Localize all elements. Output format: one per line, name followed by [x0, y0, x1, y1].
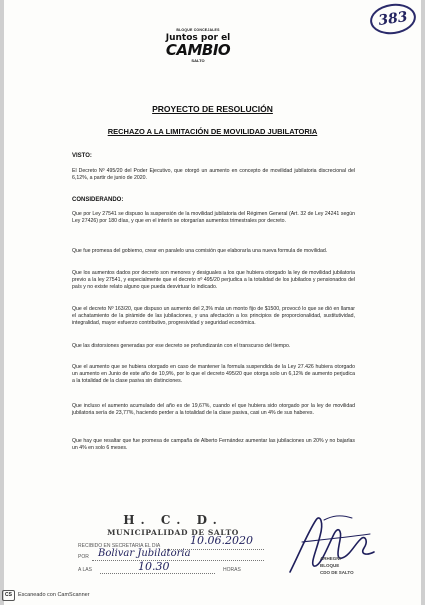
considerando-paragraph: Que los aumentos dados por decreto son menores y desiguales a los que hubiera otorgado la ley de movilidad jubilatoria previo a la ley 27541, y especialmente que el decreto nº 495/20 perjudica a la totalidad de los jubilados y pensionados del país y no existe relato alguno que pueda desvirtuar lo indicado. [72, 270, 355, 291]
considerando-paragraph: Que por Ley 27541 se dispuso la suspensión de la movilidad jubilatoria del Régimen General (Art. 32 de Ley 24241 según Ley 27426) por 180 días, y que en el interín se otorgarían aumentos trimestrales por decreto. [72, 211, 355, 225]
visto-label: VISTO: [72, 153, 92, 159]
stamp-subtitle: MUNICIPALIDAD DE SALTO [107, 528, 239, 537]
logo-line4: SALTO [191, 58, 205, 63]
considerando-label: CONSIDERANDO: [72, 197, 124, 203]
scanner-footer [2, 589, 90, 601]
stamp-row-by-label: POR [78, 554, 89, 560]
considerando-paragraph: Que las distorsiones generadas por ese decreto se profundizarán con el transcurso del tiempo. [72, 343, 291, 349]
scan-right-edge [421, 0, 425, 605]
reception-stamp [78, 513, 268, 577]
stamp-received-date: 10.06.2020 [190, 534, 253, 547]
logo-line3: CAMBIO [165, 41, 231, 59]
logo-line1: BLOQUE CONCEJALES [176, 28, 220, 32]
handwritten-page-number: 383 [368, 1, 418, 37]
considerando-paragraph: Que hay que resaltar que fue promesa de campaña de Alberto Fernández aumentar las jubilaciones un 20% y no bajarlas un 4% en solo 6 meses. [72, 438, 355, 452]
stamp-row-by-line [92, 560, 264, 561]
considerando-paragraph: Que el aumento que se hubiera otorgado en caso de mantener la formula suspendida de la Ley 27.426 hubiera otorgado un aumento en Junio de este año de 10,9%, por lo que el decreto 495/20 que otorga solo un 6,12% de aumento perjudica a la totalidad de la clase pasiva sin distinciones. [72, 364, 355, 385]
document-subtitle: RECHAZO A LA LIMITACIÓN DE MOVILIDAD JUBILATORIA [107, 127, 318, 136]
considerando-paragraph: Que incluso el aumento acumulado del año es de 19,67%, cuando el que hubiera sido otorgado por la ley de movilidad jubilatoria sería de 23,77%, haciendo perder a la totalidad de la clase pasiva, casi un 4% de sus haberes. [72, 403, 355, 417]
juntos-por-el-cambio-logo [160, 28, 236, 70]
scan-left-edge [0, 0, 4, 605]
stamp-by-value: Bolivar Jubilatoria [98, 548, 191, 559]
document-title: PROYECTO DE RESOLUCIÓN [152, 104, 273, 114]
signature-place: CDO DE SALTO [320, 570, 354, 575]
stamp-row-received-label: RECIBIDO EN SECRETARIA EL DIA [78, 543, 161, 549]
signature-name: ARHEGNI [320, 556, 341, 561]
stamp-title: H. C. D. [123, 513, 223, 527]
considerando-paragraph: Que fue promesa del gobierno, crear en paralelo una comisión que elaboraría una nueva formula de movilidad. [72, 248, 328, 254]
signature-role: BLOQUE [320, 563, 340, 568]
stamp-row-time-label: A LAS [78, 567, 92, 573]
stamp-row-time-suffix: HORAS [223, 567, 241, 573]
scanner-footer-text: Escaneado con CamScanner [18, 592, 90, 598]
considerando-paragraph: Que el decreto Nº 163/20, que dispuso un aumento del 2,3% más un monto fijo de $1500, provocó lo que se dió en llamar el achatamiento de la pirámide de las jubilaciones, y una afectación a los principios de proporcionalidad, sustitutividad, integralidad, mayor esfuerzo contributivo, progresividad y seguridad económica. [72, 306, 355, 327]
stamp-row-time-line [100, 573, 215, 574]
camscanner-icon: CS [2, 590, 15, 601]
logo-line2: Juntos por el [165, 33, 231, 43]
stamp-time-value: 10.30 [138, 560, 170, 573]
visto-text: El Decreto Nº 495/20 del Poder Ejecutivo, que otorgó un aumento en concepto de movilidad jubilatoria discrecional del 6,12%, a partir de junio de 2020. [72, 168, 355, 182]
